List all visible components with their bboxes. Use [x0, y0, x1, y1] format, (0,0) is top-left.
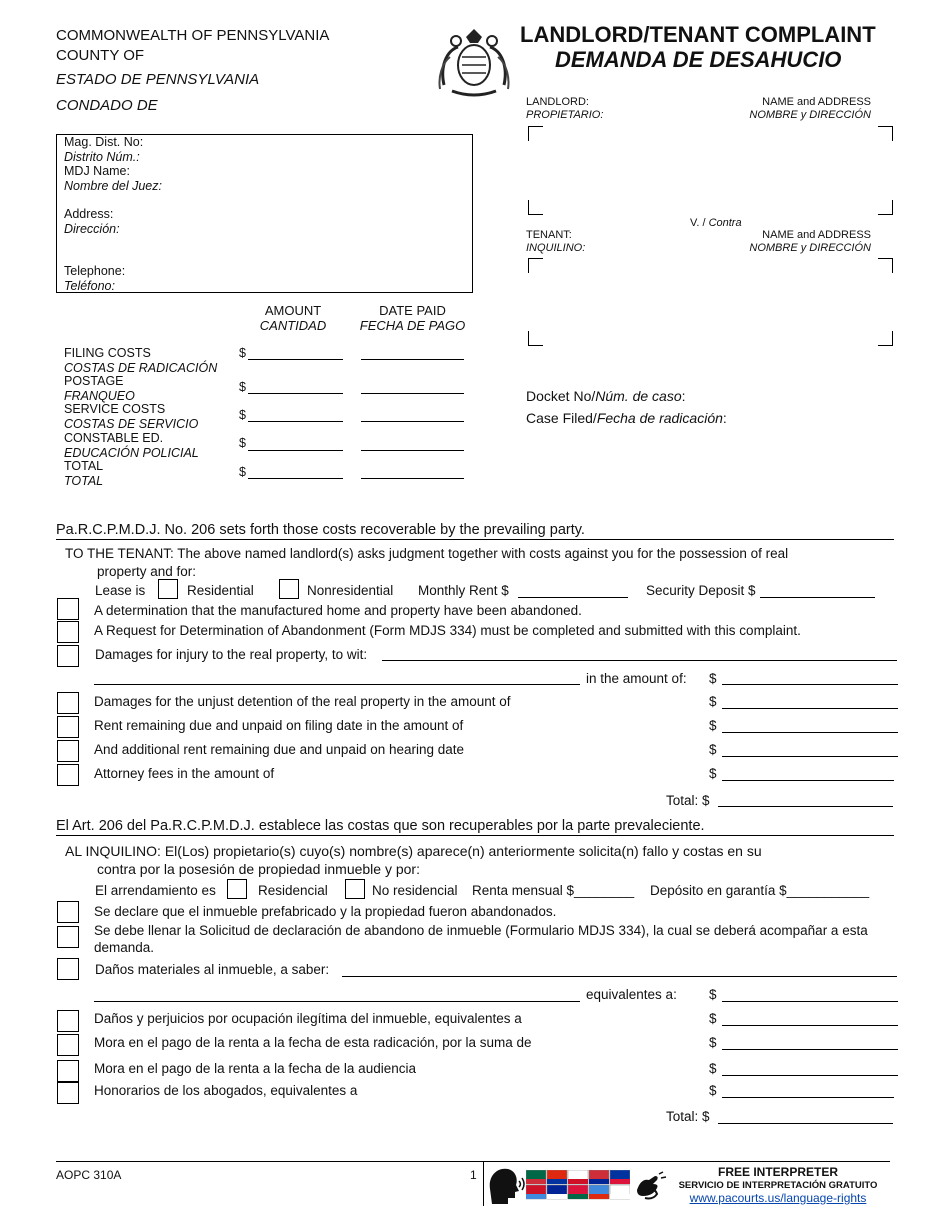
damages-injury-field-es-2[interactable] [94, 1001, 580, 1002]
currency-sign: $ [709, 1035, 717, 1050]
landlord-label-es: PROPIETARIO: [526, 109, 604, 121]
attorney-fees-amount-field[interactable] [722, 780, 894, 781]
rent-remaining-text: Rent remaining due and unpaid on filing date in the amount of [94, 718, 464, 733]
english-total-label: Total: $ [666, 793, 710, 808]
damages-injury-field-es[interactable] [342, 976, 897, 977]
rent-hearing-es-text: Mora en el pago de la renta a la fecha de la audiencia [94, 1061, 416, 1076]
cost-amount-field[interactable] [248, 450, 343, 451]
landlord-name-address-field[interactable] [532, 130, 882, 210]
language-flags-icon [526, 1170, 630, 1200]
rent-remaining-checkbox[interactable] [57, 716, 79, 738]
additional-rent-checkbox[interactable] [57, 740, 79, 762]
address-label-es: Dirección: [64, 221, 120, 236]
abandonment-text: A determination that the manufactured home and property have been abandoned. [94, 603, 582, 618]
case-filed-label: Case Filed/Fecha de radicación: [526, 410, 727, 426]
unjust-detention-checkbox[interactable] [57, 692, 79, 714]
cost-row-label: FILING COSTS [64, 346, 151, 360]
residential-label: Residential [187, 583, 254, 598]
rent-filing-es-checkbox[interactable] [57, 1034, 79, 1056]
currency-sign: $ [239, 408, 246, 422]
mag-dist-label: Mag. Dist. No: [64, 135, 144, 149]
abandonment-request-text-es-2: demanda. [94, 940, 155, 955]
currency-sign: $ [709, 718, 717, 733]
currency-sign: $ [239, 380, 246, 394]
cost-row-label-es: FRANQUEO [64, 388, 135, 403]
versus-label-es: Contra [708, 217, 742, 229]
landlord-name-address-label-es: NOMBRE y DIRECCIÓN [749, 109, 871, 121]
currency-sign: $ [709, 1061, 717, 1076]
damages-injury-text: Damages for injury to the real property, to wit: [95, 647, 368, 662]
attorney-fees-es-checkbox[interactable] [57, 1082, 79, 1104]
tenant-name-address-label: NAME and ADDRESS [762, 229, 871, 241]
currency-sign: $ [709, 1011, 717, 1026]
cost-date-paid-field[interactable] [361, 359, 464, 360]
currency-sign: $ [709, 671, 717, 686]
tenant-label: TENANT: [526, 229, 572, 241]
spanish-total-label: Total: $ [666, 1109, 710, 1124]
date-paid-header: DATE PAID [379, 303, 446, 318]
damages-injury-checkbox[interactable] [57, 645, 79, 667]
free-interpreter-label: FREE INTERPRETER [717, 1165, 838, 1179]
currency-sign: $ [709, 694, 717, 709]
abandonment-text-es: Se declare que el inmueble prefabricado y la propiedad fueron abandonados. [94, 904, 557, 919]
rent-hearing-es-checkbox[interactable] [57, 1060, 79, 1082]
damages-injury-field[interactable] [382, 660, 897, 661]
cost-row-label: SERVICE COSTS [64, 402, 166, 416]
cost-date-paid-field[interactable] [361, 450, 464, 451]
nonresidential-checkbox-es[interactable] [345, 879, 365, 899]
lease-is-label: Lease is [95, 583, 146, 598]
mdj-name-label: MDJ Name: [64, 164, 130, 178]
cost-row-label: TOTAL [64, 459, 104, 473]
damages-injury-amount-field[interactable] [722, 684, 898, 685]
cost-date-paid-field[interactable] [361, 421, 464, 422]
unjust-detention-text: Damages for the unjust detention of the real property in the amount of [94, 694, 511, 709]
date-paid-header-es: FECHA DE PAGO [359, 318, 466, 333]
cost-amount-field[interactable] [248, 359, 343, 360]
damages-injury-field-2[interactable] [94, 684, 580, 685]
cost-row-label-es: COSTAS DE SERVICIO [64, 416, 199, 431]
english-intro-line2: property and for: [97, 564, 197, 579]
form-title-en: LANDLORD/TENANT COMPLAINT [520, 22, 876, 47]
attorney-fees-checkbox[interactable] [57, 764, 79, 786]
additional-rent-text: And additional rent remaining due and unpaid on hearing date [94, 742, 465, 757]
attorney-fees-text: Attorney fees in the amount of [94, 766, 275, 781]
damages-injury-amount-field-es[interactable] [722, 1001, 898, 1002]
mdj-name-label-es: Nombre del Juez: [64, 178, 162, 193]
interpreter-head-icon [486, 1165, 526, 1205]
cost-date-paid-field[interactable] [361, 393, 464, 394]
abandonment-request-text-es: Se debe llenar la Solicitud de declaración de abandono de inmueble (Formulario MDJS 334), la cual se deberá acompañar a esta [94, 923, 868, 938]
abandonment-checkbox[interactable] [57, 598, 79, 620]
spanish-intro-line1: AL INQUILINO: El(Los) propietario(s) cuyo(s) nombre(s) aparece(n) anteriormente solicita(n) fallo y costas en su [65, 843, 762, 859]
additional-rent-amount-field[interactable] [722, 756, 898, 757]
lease-is-label-es: El arrendamiento es [95, 883, 216, 898]
docket-number-label: Docket No/Núm. de caso: [526, 388, 686, 404]
language-rights-link[interactable]: www.pacourts.us/language-rights [689, 1191, 867, 1205]
nonresidential-checkbox[interactable] [279, 579, 299, 599]
county-en: COUNTY OF [56, 47, 145, 64]
unjust-detention-es-amount-field[interactable] [722, 1025, 898, 1026]
english-intro-line1: TO THE TENANT: The above named landlord(s) asks judgment together with costs against you for the possession of real [65, 546, 789, 561]
versus-label: V. / [690, 217, 706, 229]
free-interpreter-label-es: SERVICIO DE INTERPRETACIÓN GRATUITO [678, 1180, 878, 1191]
cost-amount-field[interactable] [248, 393, 343, 394]
cost-amount-field[interactable] [248, 478, 343, 479]
footer-divider [483, 1162, 484, 1206]
damages-injury-text-es: Daños materiales al inmueble, a saber: [95, 962, 330, 977]
cost-row-label: CONSTABLE ED. [64, 431, 164, 445]
monthly-rent-label-es: Renta mensual $________ [472, 883, 635, 898]
cost-amount-field[interactable] [248, 421, 343, 422]
currency-sign: $ [239, 465, 246, 479]
currency-sign: $ [709, 987, 717, 1002]
amount-header: AMOUNT [264, 303, 322, 318]
cost-row-label-es: COSTAS DE RADICACIÓN [64, 360, 218, 375]
abandonment-request-text: A Request for Determination of Abandonment (Form MDJS 334) must be completed and submitted with this complaint. [94, 623, 801, 638]
currency-sign: $ [709, 742, 717, 757]
tenant-name-address-label-es: NOMBRE y DIRECCIÓN [749, 242, 871, 254]
county-es: CONDADO DE [56, 97, 158, 114]
rent-filing-es-text: Mora en el pago de la renta a la fecha de esta radicación, por la suma de [94, 1035, 532, 1050]
attorney-fees-es-text: Honorarios de los abogados, equivalentes a [94, 1083, 358, 1098]
currency-sign: $ [239, 346, 246, 360]
rent-filing-es-amount-field[interactable] [722, 1049, 898, 1050]
security-deposit-label: Security Deposit $ [646, 583, 756, 598]
in-amount-of-label: in the amount of: [586, 671, 687, 686]
pennsylvania-seal-icon [432, 27, 516, 99]
abandonment-request-checkbox[interactable] [57, 621, 79, 643]
monthly-rent-label: Monthly Rent $ [418, 583, 509, 598]
state-es: ESTADO DE PENNSYLVANIA [56, 71, 260, 88]
cost-row-label-es: EDUCACIÓN POLICIAL [64, 445, 199, 460]
english-total-field[interactable] [718, 806, 893, 807]
nonresidential-label-es: No residencial [372, 883, 458, 898]
address-label: Address: [64, 207, 114, 221]
cost-row-label: POSTAGE [64, 374, 124, 388]
section-divider [56, 539, 894, 540]
abandonment-request-checkbox-es[interactable] [57, 926, 79, 948]
attorney-fees-es-amount-field[interactable] [722, 1097, 894, 1098]
nonresidential-label: Nonresidential [307, 583, 394, 598]
rent-remaining-amount-field[interactable] [722, 732, 898, 733]
section-divider [56, 835, 894, 836]
unjust-detention-amount-field[interactable] [722, 708, 898, 709]
rent-hearing-es-amount-field[interactable] [722, 1075, 898, 1076]
currency-sign: $ [709, 766, 717, 781]
landlord-name-address-label: NAME and ADDRESS [762, 96, 871, 108]
spanish-total-field[interactable] [718, 1123, 893, 1124]
damages-injury-checkbox-es[interactable] [57, 958, 79, 980]
tenant-name-address-field[interactable] [532, 262, 882, 342]
form-id: AOPC 310A [56, 1168, 122, 1182]
unjust-detention-es-checkbox[interactable] [57, 1010, 79, 1032]
security-deposit-field[interactable] [760, 597, 875, 598]
spanish-rule-text: El Art. 206 del Pa.R.C.P.M.D.J. establece las costas que son recuperables por la parte prevaleciente. [56, 818, 705, 834]
residential-checkbox-es[interactable] [227, 879, 247, 899]
residential-checkbox[interactable] [158, 579, 178, 599]
tenant-label-es: INQUILINO: [526, 242, 586, 254]
abandonment-checkbox-es[interactable] [57, 901, 79, 923]
cost-date-paid-field[interactable] [361, 478, 464, 479]
telephone-label-es: Teléfono: [64, 278, 115, 293]
english-rule-text: Pa.R.C.P.M.D.J. No. 206 sets forth those costs recoverable by the prevailing party. [56, 522, 585, 538]
mag-dist-label-es: Distrito Núm.: [64, 149, 140, 164]
page-number: 1 [470, 1168, 477, 1182]
unjust-detention-es-text: Daños y perjuicios por ocupación ilegítima del inmueble, equivalentes a [94, 1011, 522, 1026]
spanish-intro-line2: contra por la posesión de propiedad inmueble y por: [97, 861, 420, 877]
security-deposit-label-es: Depósito en garantía $___________ [650, 883, 870, 898]
form-title-es: DEMANDA DE DESAHUCIO [555, 47, 842, 72]
residential-label-es: Residencial [258, 883, 328, 898]
amount-header-es: CANTIDAD [259, 318, 327, 333]
currency-sign: $ [709, 1083, 717, 1098]
landlord-label: LANDLORD: [526, 96, 589, 108]
state-en: COMMONWEALTH OF PENNSYLVANIA [56, 27, 330, 44]
sign-language-icon [633, 1170, 669, 1200]
telephone-label: Telephone: [64, 264, 126, 278]
footer-rule [56, 1161, 890, 1162]
monthly-rent-field[interactable] [518, 597, 628, 598]
currency-sign: $ [239, 436, 246, 450]
equivalent-label-es: equivalentes a: [586, 987, 677, 1002]
cost-row-label-es: TOTAL [64, 473, 104, 488]
